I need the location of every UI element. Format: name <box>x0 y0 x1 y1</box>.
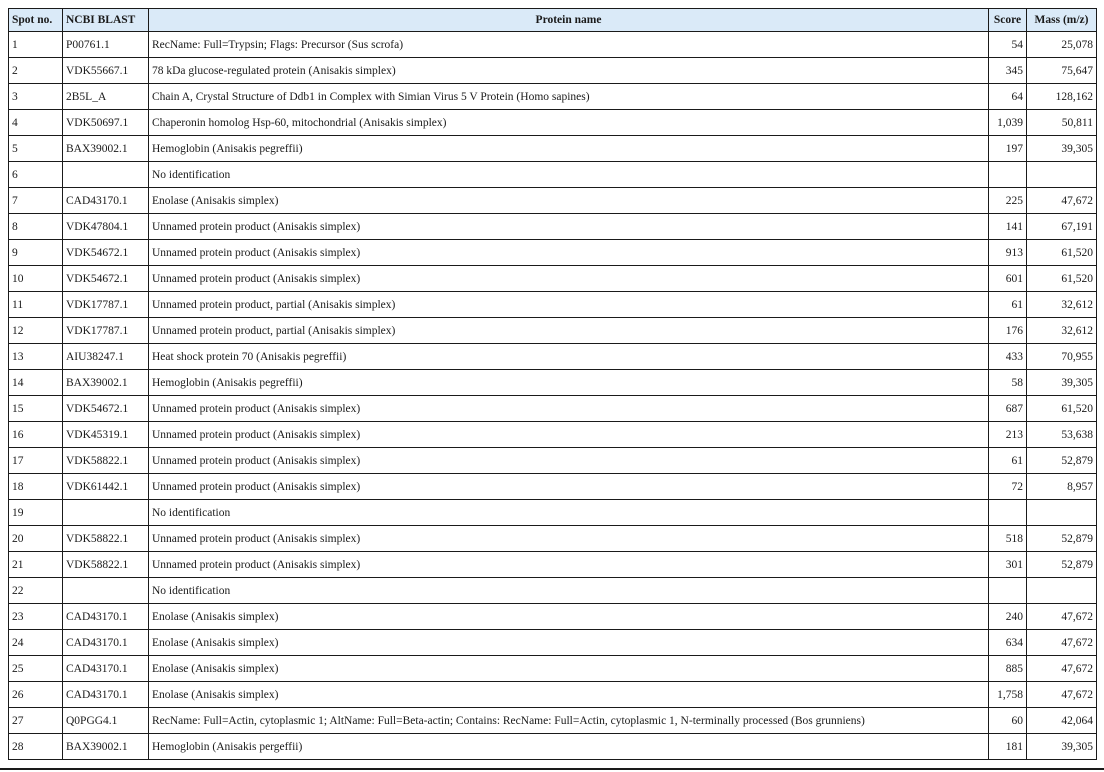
cell-protein-name: Unnamed protein product (Anisakis simplex) <box>149 448 989 474</box>
cell-spot-no: 4 <box>9 110 63 136</box>
cell-spot-no: 12 <box>9 318 63 344</box>
cell-ncbi-blast <box>63 162 149 188</box>
cell-spot-no: 28 <box>9 734 63 760</box>
cell-mass: 39,305 <box>1027 136 1097 162</box>
cell-score: 518 <box>989 526 1027 552</box>
cell-spot-no: 10 <box>9 266 63 292</box>
table-row <box>9 396 1097 422</box>
cell-ncbi-blast: Q0PGG4.1 <box>63 708 149 734</box>
cell-spot-no: 25 <box>9 656 63 682</box>
cell-protein-name: Enolase (Anisakis simplex) <box>149 656 989 682</box>
cell-ncbi-blast: P00761.1 <box>63 32 149 58</box>
cell-mass: 52,879 <box>1027 448 1097 474</box>
table-row <box>9 500 1097 526</box>
cell-score: 64 <box>989 84 1027 110</box>
cell-spot-no: 15 <box>9 396 63 422</box>
header-mass: Mass (m/z) <box>1027 9 1097 32</box>
cell-score: 60 <box>989 708 1027 734</box>
cell-score: 197 <box>989 136 1027 162</box>
cell-ncbi-blast: VDK50697.1 <box>63 110 149 136</box>
cell-spot-no: 13 <box>9 344 63 370</box>
cell-ncbi-blast: BAX39002.1 <box>63 370 149 396</box>
cell-protein-name: Hemoglobin (Anisakis pergeffii) <box>149 734 989 760</box>
cell-spot-no: 27 <box>9 708 63 734</box>
table-row <box>9 656 1097 682</box>
cell-spot-no: 22 <box>9 578 63 604</box>
cell-protein-name: Enolase (Anisakis simplex) <box>149 630 989 656</box>
cell-mass: 50,811 <box>1027 110 1097 136</box>
cell-protein-name: Chaperonin homolog Hsp-60, mitochondrial (Anisakis simplex) <box>149 110 989 136</box>
cell-mass <box>1027 500 1097 526</box>
cell-ncbi-blast: VDK17787.1 <box>63 292 149 318</box>
cell-spot-no: 26 <box>9 682 63 708</box>
table-header-row <box>9 9 1097 32</box>
cell-mass: 61,520 <box>1027 266 1097 292</box>
table-row <box>9 422 1097 448</box>
cell-score <box>989 500 1027 526</box>
cell-ncbi-blast: VDK58822.1 <box>63 448 149 474</box>
cell-ncbi-blast: VDK55667.1 <box>63 58 149 84</box>
header-spot-no: Spot no. <box>9 9 63 32</box>
cell-mass: 39,305 <box>1027 370 1097 396</box>
cell-mass: 61,520 <box>1027 240 1097 266</box>
cell-mass: 70,955 <box>1027 344 1097 370</box>
cell-ncbi-blast: VDK58822.1 <box>63 526 149 552</box>
table-row <box>9 448 1097 474</box>
cell-mass: 47,672 <box>1027 604 1097 630</box>
cell-mass: 47,672 <box>1027 682 1097 708</box>
cell-score <box>989 162 1027 188</box>
cell-mass: 47,672 <box>1027 656 1097 682</box>
cell-protein-name: Heat shock protein 70 (Anisakis pegreffii) <box>149 344 989 370</box>
cell-protein-name: Hemoglobin (Anisakis pegreffii) <box>149 136 989 162</box>
protein-identification-table-container <box>8 8 1096 760</box>
cell-mass <box>1027 162 1097 188</box>
cell-spot-no: 24 <box>9 630 63 656</box>
cell-protein-name: Enolase (Anisakis simplex) <box>149 682 989 708</box>
cell-mass: 39,305 <box>1027 734 1097 760</box>
table-row <box>9 474 1097 500</box>
cell-ncbi-blast: AIU38247.1 <box>63 344 149 370</box>
table-row <box>9 214 1097 240</box>
table-row <box>9 734 1097 760</box>
cell-mass: 47,672 <box>1027 630 1097 656</box>
cell-mass: 128,162 <box>1027 84 1097 110</box>
cell-spot-no: 5 <box>9 136 63 162</box>
cell-mass: 25,078 <box>1027 32 1097 58</box>
cell-score: 141 <box>989 214 1027 240</box>
cell-protein-name: Unnamed protein product (Anisakis simplex) <box>149 240 989 266</box>
cell-score: 1,758 <box>989 682 1027 708</box>
cell-ncbi-blast: VDK61442.1 <box>63 474 149 500</box>
cell-ncbi-blast: CAD43170.1 <box>63 188 149 214</box>
table-row <box>9 32 1097 58</box>
cell-spot-no: 21 <box>9 552 63 578</box>
cell-ncbi-blast: VDK54672.1 <box>63 240 149 266</box>
cell-spot-no: 23 <box>9 604 63 630</box>
cell-spot-no: 3 <box>9 84 63 110</box>
cell-score: 54 <box>989 32 1027 58</box>
cell-score: 345 <box>989 58 1027 84</box>
cell-protein-name: Unnamed protein product (Anisakis simplex) <box>149 422 989 448</box>
table-row <box>9 240 1097 266</box>
table-row <box>9 84 1097 110</box>
cell-score: 433 <box>989 344 1027 370</box>
header-ncbi-blast: NCBI BLAST <box>63 9 149 32</box>
cell-mass: 52,879 <box>1027 526 1097 552</box>
cell-protein-name: Enolase (Anisakis simplex) <box>149 604 989 630</box>
table-row <box>9 578 1097 604</box>
protein-identification-table <box>8 8 1097 760</box>
cell-spot-no: 14 <box>9 370 63 396</box>
table-body <box>9 32 1097 760</box>
cell-score: 213 <box>989 422 1027 448</box>
cell-spot-no: 16 <box>9 422 63 448</box>
cell-protein-name: Chain A, Crystal Structure of Ddb1 in Complex with Simian Virus 5 V Protein (Homo sapines) <box>149 84 989 110</box>
cell-protein-name: Unnamed protein product (Anisakis simplex) <box>149 266 989 292</box>
cell-protein-name: Unnamed protein product (Anisakis simplex) <box>149 526 989 552</box>
cell-score: 181 <box>989 734 1027 760</box>
table-row <box>9 526 1097 552</box>
table-row <box>9 682 1097 708</box>
cell-protein-name: RecName: Full=Actin, cytoplasmic 1; AltName: Full=Beta-actin; Contains: RecName: Full=Actin, cytoplasmic 1, N-terminally processed (Bos grunniens) <box>149 708 989 734</box>
cell-score: 913 <box>989 240 1027 266</box>
cell-protein-name: RecName: Full=Trypsin; Flags: Precursor (Sus scrofa) <box>149 32 989 58</box>
cell-spot-no: 2 <box>9 58 63 84</box>
cell-score: 301 <box>989 552 1027 578</box>
table-row <box>9 162 1097 188</box>
cell-mass: 8,957 <box>1027 474 1097 500</box>
cell-score: 601 <box>989 266 1027 292</box>
cell-spot-no: 6 <box>9 162 63 188</box>
header-score: Score <box>989 9 1027 32</box>
cell-mass: 67,191 <box>1027 214 1097 240</box>
cell-protein-name: Unnamed protein product (Anisakis simplex) <box>149 396 989 422</box>
cell-ncbi-blast <box>63 500 149 526</box>
cell-score: 61 <box>989 448 1027 474</box>
cell-mass: 61,520 <box>1027 396 1097 422</box>
cell-protein-name: Enolase (Anisakis simplex) <box>149 188 989 214</box>
cell-mass: 42,064 <box>1027 708 1097 734</box>
table-row <box>9 110 1097 136</box>
cell-score: 687 <box>989 396 1027 422</box>
cell-protein-name: Unnamed protein product (Anisakis simplex) <box>149 474 989 500</box>
cell-mass: 32,612 <box>1027 292 1097 318</box>
cell-ncbi-blast: CAD43170.1 <box>63 656 149 682</box>
cell-mass <box>1027 578 1097 604</box>
cell-protein-name: Hemoglobin (Anisakis pegreffii) <box>149 370 989 396</box>
cell-spot-no: 17 <box>9 448 63 474</box>
table-row <box>9 708 1097 734</box>
cell-mass: 32,612 <box>1027 318 1097 344</box>
cell-spot-no: 19 <box>9 500 63 526</box>
cell-ncbi-blast: 2B5L_A <box>63 84 149 110</box>
cell-score <box>989 578 1027 604</box>
cell-ncbi-blast: VDK17787.1 <box>63 318 149 344</box>
table-row <box>9 604 1097 630</box>
cell-score: 58 <box>989 370 1027 396</box>
table-row <box>9 370 1097 396</box>
cell-spot-no: 20 <box>9 526 63 552</box>
cell-protein-name: No identification <box>149 162 989 188</box>
cell-protein-name: 78 kDa glucose-regulated protein (Anisakis simplex) <box>149 58 989 84</box>
cell-ncbi-blast: VDK58822.1 <box>63 552 149 578</box>
cell-score: 634 <box>989 630 1027 656</box>
cell-mass: 52,879 <box>1027 552 1097 578</box>
cell-ncbi-blast <box>63 578 149 604</box>
cell-score: 1,039 <box>989 110 1027 136</box>
cell-spot-no: 1 <box>9 32 63 58</box>
table-row <box>9 630 1097 656</box>
cell-score: 225 <box>989 188 1027 214</box>
cell-mass: 75,647 <box>1027 58 1097 84</box>
cell-mass: 47,672 <box>1027 188 1097 214</box>
cell-mass: 53,638 <box>1027 422 1097 448</box>
cell-spot-no: 7 <box>9 188 63 214</box>
cell-ncbi-blast: VDK54672.1 <box>63 396 149 422</box>
table-row <box>9 188 1097 214</box>
cell-protein-name: No identification <box>149 578 989 604</box>
cell-spot-no: 18 <box>9 474 63 500</box>
cell-protein-name: Unnamed protein product, partial (Anisakis simplex) <box>149 318 989 344</box>
cell-protein-name: No identification <box>149 500 989 526</box>
cell-spot-no: 9 <box>9 240 63 266</box>
cell-ncbi-blast: VDK54672.1 <box>63 266 149 292</box>
cell-ncbi-blast: VDK47804.1 <box>63 214 149 240</box>
table-row <box>9 58 1097 84</box>
cell-ncbi-blast: BAX39002.1 <box>63 734 149 760</box>
cell-protein-name: Unnamed protein product (Anisakis simplex) <box>149 552 989 578</box>
bottom-rule <box>0 768 1104 770</box>
cell-score: 61 <box>989 292 1027 318</box>
table-row <box>9 292 1097 318</box>
cell-score: 240 <box>989 604 1027 630</box>
cell-spot-no: 8 <box>9 214 63 240</box>
cell-score: 885 <box>989 656 1027 682</box>
cell-ncbi-blast: CAD43170.1 <box>63 604 149 630</box>
cell-ncbi-blast: CAD43170.1 <box>63 682 149 708</box>
table-row <box>9 266 1097 292</box>
header-protein-name: Protein name <box>149 9 989 32</box>
cell-ncbi-blast: BAX39002.1 <box>63 136 149 162</box>
cell-score: 176 <box>989 318 1027 344</box>
cell-ncbi-blast: CAD43170.1 <box>63 630 149 656</box>
table-row <box>9 136 1097 162</box>
table-row <box>9 318 1097 344</box>
table-row <box>9 344 1097 370</box>
cell-ncbi-blast: VDK45319.1 <box>63 422 149 448</box>
cell-protein-name: Unnamed protein product (Anisakis simplex) <box>149 214 989 240</box>
cell-score: 72 <box>989 474 1027 500</box>
table-row <box>9 552 1097 578</box>
cell-spot-no: 11 <box>9 292 63 318</box>
cell-protein-name: Unnamed protein product, partial (Anisakis simplex) <box>149 292 989 318</box>
